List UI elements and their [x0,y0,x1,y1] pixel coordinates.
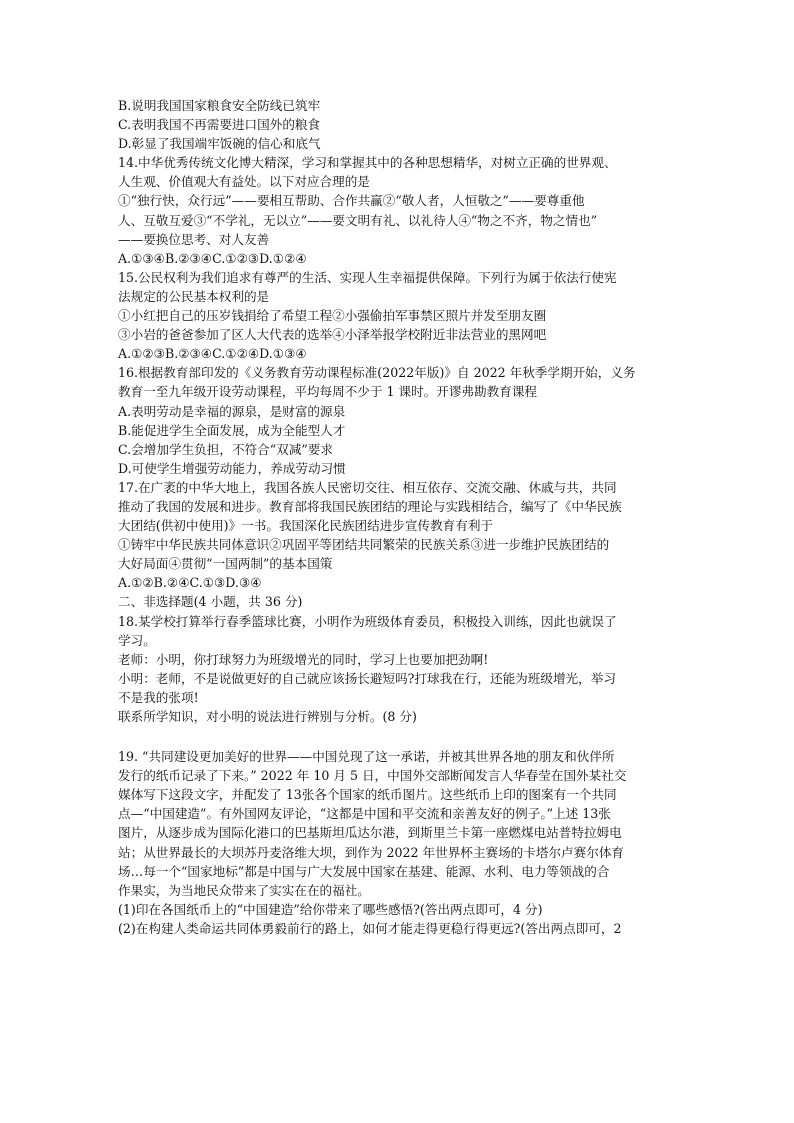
question-19-sub-1: (1)印在各国纸币上的“中国建造”给你带来了哪些感悟?(答出两点即可，4 分) [118,901,543,917]
question-14-stem-line-2: 人生观、价值观大有益处。以下对应合理的是 [118,174,370,190]
question-14-items-line-3: ——要换位思考、对人友善 [118,231,270,247]
section-heading-non-choice: 二、非选择题(4 小题，共 36 分) [118,594,303,610]
question-17-stem-line-2: 推动了我国的发展和进步。教育部将我国民族团结的理论与实践相结合，编写了《中华民族 [118,498,622,514]
question-18-xiaoming-line-2: 不是我的张项! [118,689,199,705]
question-15-stem-line-1: 15.公民权利为我们追求有尊严的生活、实现人生幸福提供保障。下列行为属于依法行使宪 [118,269,617,285]
question-19-sub-2: (2)在构建人类命运共同体勇毅前行的路上，如何才能走得更稳行得更远?(答出两点即可，2 [118,920,622,936]
question-17-items-line-2: 大好局面④贯彻“一国两制”的基本国策 [118,556,333,572]
question-19-material-line-2: 发行的纸币记录了下来。” 2022 年 10 月 5 日，中国外交部断闻发言人华春莹在国外某社交 [118,768,627,784]
question-17-items-line-1: ①铸牢中华民族共同体意识②巩固平等团结共同繁荣的民族关系③进一步维护民族团结的 [118,537,610,553]
question-18-teacher-line: 老师：小明，你打球努力为班级增光的同时，学习上也要加把劲啊! [118,651,489,667]
question-17-stem-line-1: 17.在广袤的中华大地上，我国各族人民密切交往、相互依存、交流交融、休戚与共，共同 [118,479,617,495]
question-19-material-line-3: 媒体写下这段文字，并配发了 13张各个国家的纸币图片。这些纸币上印的图案有一个共同 [118,787,617,803]
question-15-options: A.①②③B.②③④C.①②④D.①③④ [118,346,307,362]
option-d-16: D.可使学生增强劳动能力，养成劳动习惯 [118,460,346,476]
question-19-material-line-4: 点—“中国建造”。有外国网友评论，“这都是中国和平交流和亲善友好的例子。”上述 13张 [118,806,611,822]
option-a-16: A.表明劳动是幸福的源泉，是财富的源泉 [118,403,346,419]
question-17-options: A.①②B.②④C.①③D.③④ [118,575,262,591]
option-c-13: C.表明我国不再需要进口国外的粮食 [118,117,321,133]
question-18-prompt: 联系所学知识，对小明的说法进行辨别与分析。(8 分) [118,709,417,724]
question-17-stem-line-3: 大团结(供初中使用)》一书。我国深化民族团结进步宣传教育有利于 [118,518,494,534]
question-19-material-line-5: 图片，从逐步成为国际化港口的巴基斯坦瓜达尔港，到斯里兰卡第一座燃煤电站普特拉姆电 [118,825,622,841]
question-19-material-line-7: 场…每一个“国家地标”都是中国与广大发展中国家在基建、能源、水利、电力等领战的合 [118,863,610,879]
option-c-16: C.会增加学生负担，不符合“双减”要求 [118,441,333,457]
question-18-stem-line-2: 学习。 [118,632,156,648]
option-d-13: D.彰显了我国端牢饭碗的信心和底气 [118,136,321,152]
question-19-material-line-8: 作果实，为当地民众带来了实实在在的福社。 [118,882,370,898]
document-page [118,96,678,938]
question-14-options: A.①③④B.②③④C.①②③D.①②④ [118,250,307,266]
question-14-items-line-2: 人、互敬互爱③“不学礼，无以立”——要文明有礼、以礼待人④“物之不齐，物之情也” [118,212,598,228]
question-15-stem-line-2: 法规定的公民基本权利的是 [118,288,270,304]
question-14-items-line-1: ①“独行快，众行远”——要相互帮助、合作共赢②“敬人者，人恒敬之”——要尊重他 [118,193,585,209]
blank-spacer [118,726,678,747]
question-18-stem-line-1: 18.某学校打算举行春季篮球比赛，小明作为班级体育委员，积极投入训练，因此也就误了 [118,613,617,629]
question-16-stem-line-1: 16.根据教育部印发的《义务教育劳动课程标准(2022年版)》自 2022 年秋季学期开始，义务 [118,365,636,381]
option-b-16: B.能促进学生全面发展，成为全能型人才 [118,422,346,438]
question-15-items-line-1: ①小红把自己的压岁钱捐给了希望工程②小强偷拍军事禁区照片并发至朋友圈 [118,308,547,324]
question-14-stem-line-1: 14.中华优秀传统文化博大精深，学习和掌握其中的各种思想精华，对树立正确的世界观、 [118,155,617,171]
option-b-13: B.说明我国国家粮食安全防线已筑牢 [118,98,321,113]
question-19-material-line-6: 站；从世界最长的大坝苏丹麦洛维大坝，到作为 2022 年世界杯主赛场的卡塔尔卢赛尔体育 [118,844,625,860]
question-15-items-line-2: ③小岩的爸爸参加了区人大代表的选举④小泽举报学校附近非法营业的黑网吧 [118,327,547,343]
question-16-stem-line-2: 教育一至九年级开设劳动课程，平均每周不少于 1 课时。开谬弗勘教育课程 [118,384,538,400]
question-19-material-line-1: 19. “共同建设更加美好的世界——中国兑现了这一承诺，并被其世界各地的朋友和伙伴所 [118,749,615,765]
question-18-xiaoming-line-1: 小明：老师，不是说做更好的自己就应该扬长避短吗?打球我在行，还能为班级增光，举习 [118,670,616,686]
